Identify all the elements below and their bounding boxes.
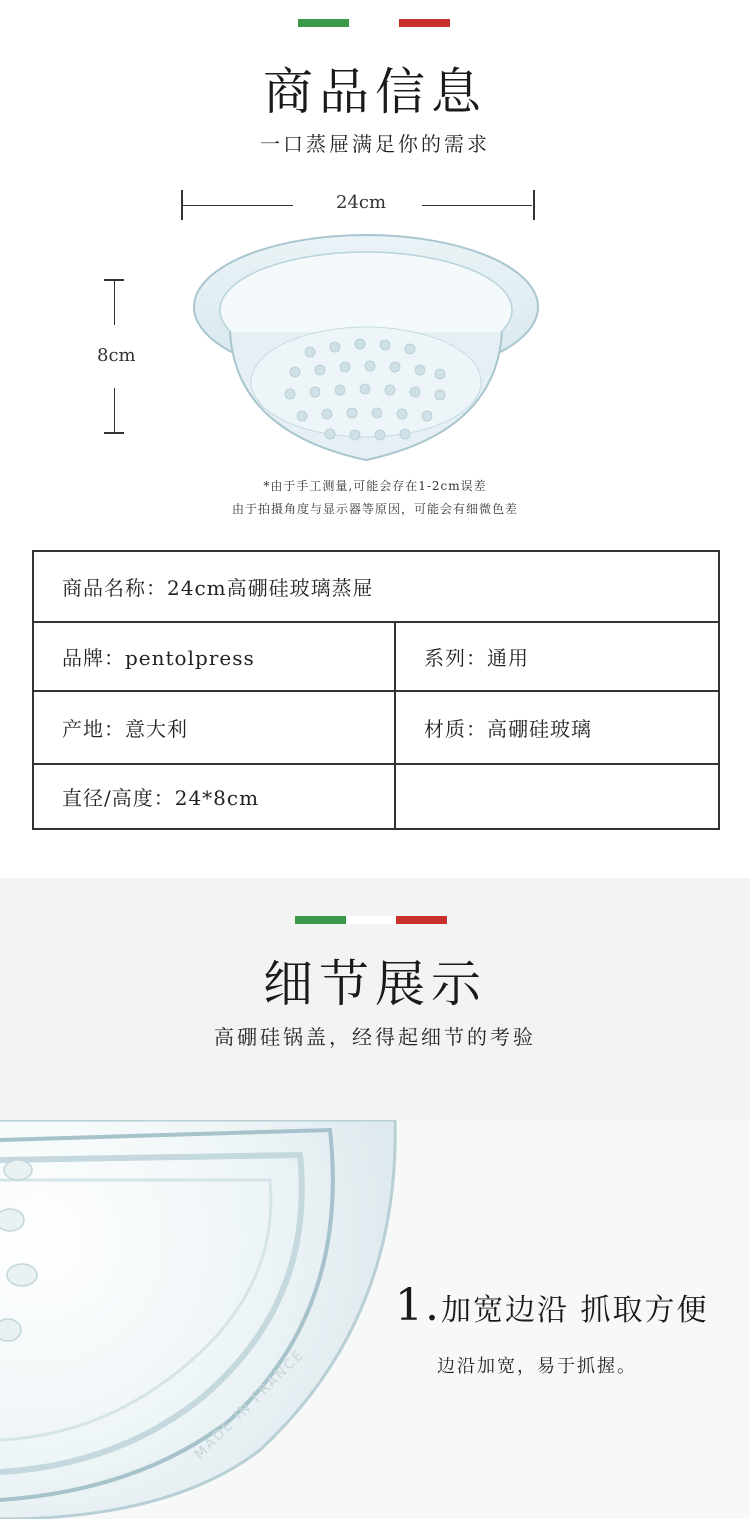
spec-product-name: 商品名称：24cm高硼硅玻璃蒸屉 — [62, 576, 374, 600]
spec-row-origin — [34, 692, 718, 765]
feature-1-title-text: 加宽边沿 抓取方便 — [440, 1293, 709, 1328]
width-dim-right-line — [422, 205, 532, 206]
height-dim-top-line — [114, 281, 115, 325]
feature-1-title — [395, 1280, 709, 1331]
spec-row-name — [34, 552, 718, 623]
spec-size: 直径/高度：24*8cm — [62, 786, 260, 810]
note-measurement-error: *由于手工测量,可能会存在1-2cm误差 — [263, 479, 487, 493]
feature-1-description: 边沿加宽，易于抓握。 — [437, 1356, 637, 1377]
width-dim-label: 24cm — [336, 192, 387, 213]
flag-stripe-green — [298, 19, 349, 27]
spec-divider — [394, 765, 396, 828]
spec-series: 系列：通用 — [424, 646, 529, 670]
spec-brand: 品牌：pentolpress — [62, 646, 255, 670]
spec-origin: 产地：意大利 — [62, 717, 188, 741]
section-subtitle-product-info: 一口蒸屉满足你的需求 — [260, 132, 490, 156]
note-color-difference: 由于拍摄角度与显示器等原因，可能会有细微色差 — [231, 502, 518, 516]
width-dim-right-tick — [533, 190, 535, 220]
height-dim-label: 8cm — [97, 345, 136, 366]
height-dim-bottom-tick — [104, 432, 124, 434]
width-dim-left-line — [183, 205, 293, 206]
spec-row-brand — [34, 623, 718, 692]
height-dim-bottom-line — [114, 388, 115, 432]
feature-1-number: 1. — [395, 1280, 441, 1331]
section-title-product-info: 商品信息 — [263, 63, 487, 121]
spec-table — [32, 550, 720, 830]
flag-stripe-green — [295, 916, 346, 924]
section-title-details: 细节展示 — [263, 955, 487, 1013]
glass-steamer-image — [190, 232, 542, 472]
section-subtitle-details: 高硼硅锅盖，经得起细节的考验 — [214, 1025, 536, 1049]
photo-embossed-text: MADE IN FRANCE — [191, 1346, 308, 1463]
flag-stripe-red — [396, 916, 447, 924]
spec-material: 材质：高硼硅玻璃 — [424, 717, 592, 741]
spec-row-size — [34, 765, 718, 828]
flag-stripe-white — [349, 19, 399, 27]
flag-stripe-red — [399, 19, 450, 27]
flag-stripe-white — [346, 916, 396, 924]
